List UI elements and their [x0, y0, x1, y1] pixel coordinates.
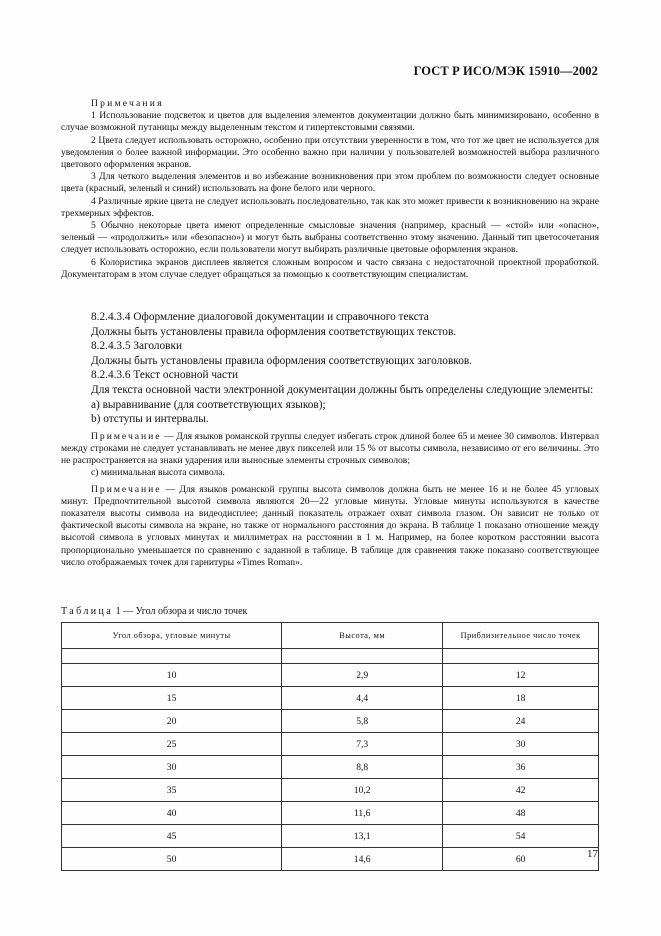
section-heading: 8.2.4.3.4 Оформление диалоговой документации и справочного текста — [91, 311, 429, 323]
table-row — [62, 802, 599, 825]
paragraph: Должны быть установлены правила оформления соответствующих заголовков. — [91, 354, 472, 367]
list-item: c) минимальная высота символа. — [91, 467, 225, 479]
table-cell: 45 — [62, 825, 282, 848]
table-cell: 13,1 — [282, 825, 443, 848]
table-row — [62, 848, 599, 871]
table-cell: 48 — [443, 802, 599, 825]
table-cell: 4,4 — [282, 687, 443, 710]
note-item: 2 Цвета следует использовать осторожно, особенно при отсутствии уверенности в том, что тот же цвет не используется для уведомления о более важной информации. Это особенно важно при наличии у пользователей возможностей выбора различного цветового оформления экранов. — [61, 134, 599, 171]
list-item: b) отступы и интервалы. — [91, 413, 209, 426]
table-cell: 7,3 — [282, 733, 443, 756]
data-table — [61, 622, 599, 871]
table-header-cell: Приблизительное число точек — [443, 623, 599, 649]
table-cell: 25 — [62, 733, 282, 756]
table-cell: 54 — [443, 825, 599, 848]
table-cell: 12 — [443, 664, 599, 687]
note-paragraph — [61, 431, 599, 468]
table-cell: 42 — [443, 779, 599, 802]
section-heading: 8.2.4.3.5 Заголовки — [91, 340, 183, 353]
note-text: — Для языков романской группы высота символов должна быть не менее 16 и не более 45 угловых минут. Предпочтительной высотой символа являются 20—22 угловые минуты. Угловые минуты используются в качестве показателя высоты символа на видеодисплее; данный показатель отражает охват символа глазом. Он зависит не только от фактической высоты символа на экране, но также от нормального расстояния до экрана. В таблице 1 показано отношение между высотой символа в угловых минутах и миллиметрах на расстоянии в 1 м. Например, на более коротком расстоянии высота пропорционально уменьшается по сравнению с заданной в таблице. В таблице для сравнения также показано соответствующее число отображаемых точек для гарнитуры «Times Roman». — [61, 483, 599, 568]
table-cell: 2,9 — [282, 664, 443, 687]
table-header-cell: Угол обзора, угловые минуты — [62, 623, 282, 649]
table-cell: 10 — [62, 664, 282, 687]
page-number: 17 — [587, 848, 598, 860]
notes-block — [61, 98, 599, 281]
list-item: a) выравнивание (для соответствующих языков); — [91, 398, 326, 411]
note-item: 6 Колористика экранов дисплеев является сложным вопросом и часто связана с недостаточной проектной проработкой. Документаторам в этом случае следует обращаться за помощью к соответствующим специалистам. — [61, 256, 599, 280]
main-text — [61, 310, 599, 569]
table-caption — [61, 606, 247, 617]
table-cell: 30 — [62, 756, 282, 779]
table-cell: 50 — [62, 848, 282, 871]
table-row — [62, 756, 599, 779]
note-label: Примечание — [91, 430, 162, 442]
table-cell: 35 — [62, 779, 282, 802]
table-cell: 15 — [62, 687, 282, 710]
note-item: 5 Обычно некоторые цвета имеют определенные смысловые значения (например, красный — «стой» или «опасно», зеленый — «продолжить» или «безопасно») и могут быть выбраны соответственно этому значению. Данный тип цветосочетания следует использовать осторожно, если пользователи могут выбирать различные цветовые оформления экранов. — [61, 220, 599, 256]
note-label: Примечание — [91, 483, 162, 495]
table-row — [62, 825, 599, 848]
table-cell: 24 — [443, 710, 599, 733]
table-cell: 18 — [443, 687, 599, 710]
table-caption-text: 1 — Угол обзора и число точек — [113, 606, 248, 617]
table-spacer-row — [62, 649, 599, 664]
notes-title: Примечания — [91, 98, 164, 109]
table-header-cell: Высота, мм — [282, 623, 443, 649]
table-row — [62, 687, 599, 710]
table-cell: 14,6 — [282, 848, 443, 871]
table-caption-label: Таблица — [61, 606, 114, 617]
note-item: 1 Использование подсветок и цветов для выделения элементов документации должно быть минимизировано, особенно в случае возможной путаницы между выделенным текстом и гипертекстовыми связями. — [61, 110, 599, 134]
paragraph: Для текста основной части электронной документации должны быть определены следующие элементы: — [91, 383, 594, 396]
table-cell: 30 — [443, 733, 599, 756]
note-paragraph — [61, 484, 599, 569]
table-header-row — [62, 623, 599, 649]
table-row — [62, 779, 599, 802]
table-cell: 20 — [62, 710, 282, 733]
note-text: — Для языков романской группы следует избегать строк длиной более 65 и менее 30 символов. Интервал между строками не следует устанавливать не менее двух пикселей или 15 % от высоты символа, независимо от его величины. Это не распространяется на знаки ударения или выносные элементы строчных символов; — [61, 430, 599, 467]
document-header: ГОСТ Р ИСО/МЭК 15910—2002 — [413, 64, 598, 78]
table-row — [62, 710, 599, 733]
note-item: 3 Для четкого выделения элементов и во избежание возникновения при этом проблем по возможности следует основные цвета (красный, зеленый и синий) использовать на фоне белого или черного. — [61, 171, 599, 195]
table-cell: 10,2 — [282, 779, 443, 802]
table-row — [62, 733, 599, 756]
section-heading: 8.2.4.3.6 Текст основной части — [91, 369, 239, 382]
table-cell: 11,6 — [282, 802, 443, 825]
table-row — [62, 664, 599, 687]
table-cell: 5,8 — [282, 710, 443, 733]
table-cell: 60 — [443, 848, 599, 871]
paragraph: Должны быть установлены правила оформления соответствующих текстов. — [91, 325, 457, 338]
table-cell: 36 — [443, 756, 599, 779]
table-cell: 40 — [62, 802, 282, 825]
table-cell: 8,8 — [282, 756, 443, 779]
note-item: 4 Различные яркие цвета не следует использовать последовательно, так как это может привести к возникновению на экране трехмерных эффектов. — [61, 195, 599, 219]
